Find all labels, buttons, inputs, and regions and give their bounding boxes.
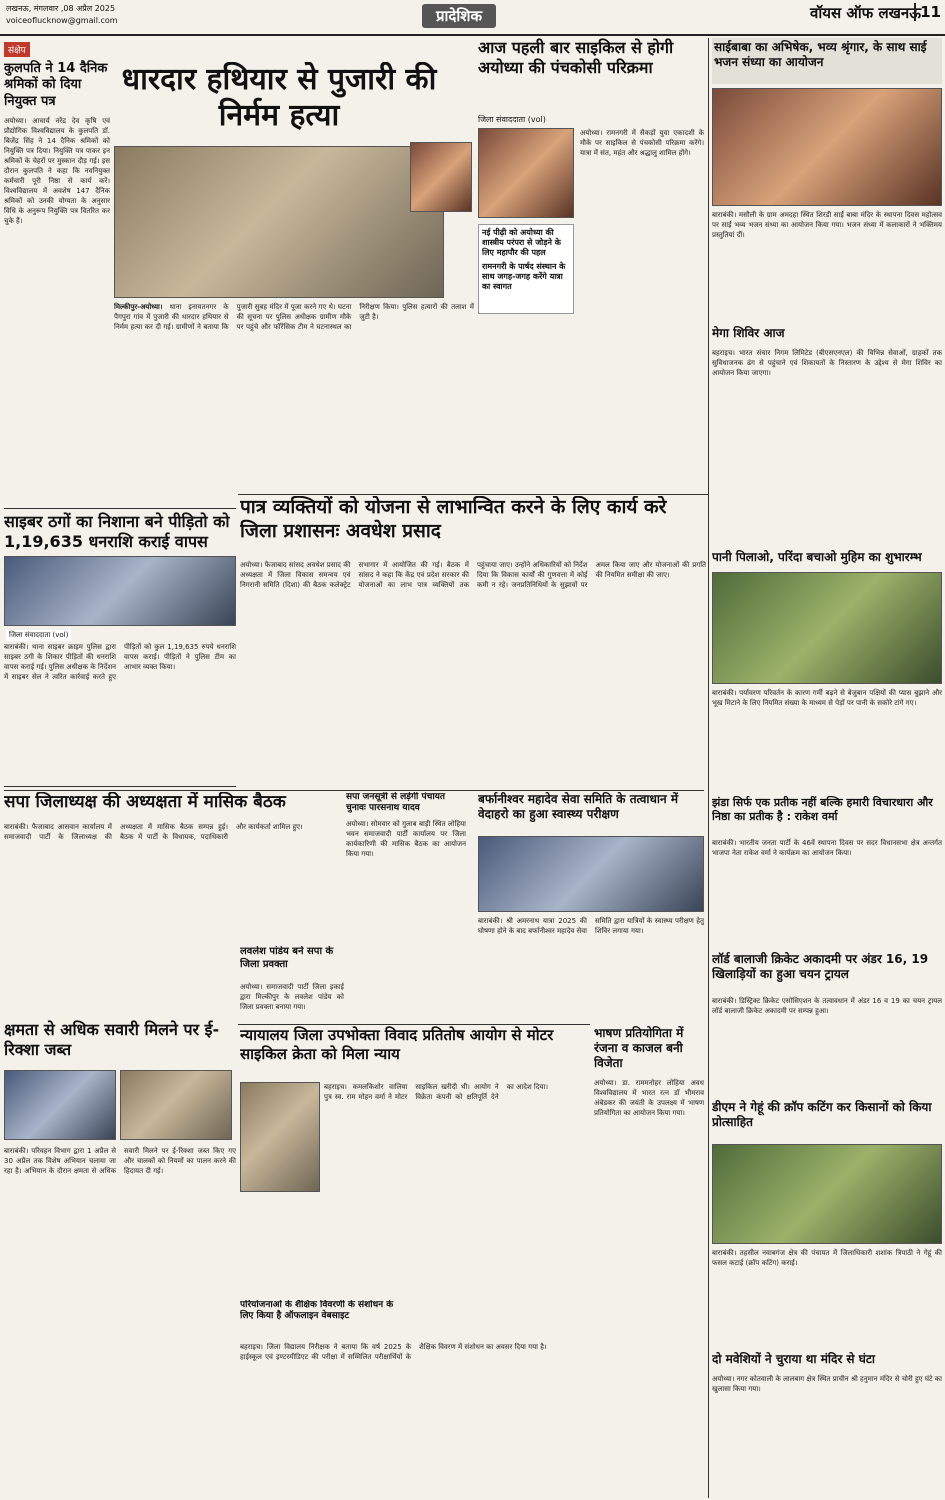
- brief-title-1: कुलपति ने 14 दैनिक श्रमिकों को दिया नियुक्त पत्र: [4, 61, 108, 109]
- erickshaw-headline: [4, 1020, 236, 1068]
- consumer-title: न्यायालय जिला उपभोक्ता विवाद प्रतितोष आयोग से मोटर साइकिल क्रेता को मिला न्याय: [240, 1026, 554, 1063]
- speech-title: भाषण प्रतियोगिता में रंजना व काजल बनी विजेता: [594, 1026, 684, 1070]
- divider: [708, 38, 709, 1498]
- cricket-headline: [712, 952, 942, 994]
- health-camp-title: बर्फानीश्वर महादेव सेवा समिति के तत्वाधान में वेदाहरो का हुआ स्वास्थ्य परीक्षण: [478, 792, 679, 821]
- saibaba-body: बाराबंकी। मसौली के ग्राम अमदहा स्थित शिरडी साईं बाबा मंदिर के स्थापना दिवस महोत्सव पर साईं भव्य भजन संध्या का आयोजन किया गया। भजन संध्या में कलाकारों ने भक्तिमय प्रस्तुतियां दीं।: [712, 211, 942, 239]
- health-camp-headline: [478, 792, 704, 832]
- highlight-1: नई पीढ़ी को अयोध्या की शास्त्रीय परंपरा से जोड़ने के लिए महापौर की पहल: [482, 228, 561, 257]
- saibaba-photo: [712, 88, 942, 206]
- flag-title: झंडा सिर्फ एक प्रतीक नहीं बल्कि हमारी विचारधारा और निष्ठा का प्रतीक है : राकेश वर्मा: [712, 796, 933, 823]
- exam-body: बहराइच। जिला विद्यालय निरीक्षक ने बताया कि वर्ष 2025 के हाईस्कूल एवं इण्टरमीडिएट की परीक्षा में सम्मिलित परीक्षार्थियों के शैक्षिक विवरण में संशोधन का अवसर दिया गया है।: [240, 1343, 547, 1361]
- temple-bell-body: अयोध्या। नगर कोतवाली के लालबाग क्षेत्र स्थित प्राचीन श्री हनुमान मंदिर से चोरी हुए घंटे का खुलासा किया गया।: [712, 1375, 942, 1393]
- cricket-body: बाराबंकी। डिस्ट्रिक्ट क्रिकेट एसोसिएशन के तत्वावधान में अंडर 16 व 19 का चयन ट्रायल लॉर्ड बालाजी क्रिकेट अकादमी पर सम्पन्न हुआ।: [712, 997, 942, 1015]
- cyber-caption: जिला संवाददाता (vol): [6, 630, 71, 641]
- brand-name: वॉयस ऑफ लखनऊ: [810, 4, 921, 22]
- brief-body-1: अयोध्या। आचार्य नरेंद्र देव कृषि एवं प्रौद्योगिक विश्वविद्यालय के कुलपति डॉ. बिजेंद्र सिंह ने 14 दैनिक श्रमिकों को नियुक्ति पत्र दिया। नियुक्ति पत्र पाकर इन श्रमिकों के चेहरों पर मुस्कान दौड़ गई। इस दौरान कुलपति ने कहा कि नवनियुक्त कर्मचारी पूरी निष्ठा से कार्य करें। विश्वविद्यालय में अवशेष 147 दैनिक श्रमिकों को उनकी योग्यता के अनुसार विधि के अनुरूप नियुक्ति पत्र वितरित कर चुके हैं।: [4, 116, 110, 225]
- erickshaw-photo-2: [120, 1070, 232, 1140]
- health-camp-body: बाराबंकी। श्री अमरनाथ यात्रा 2025 की घोषणा होने के बाद बर्फानीश्वर महादेव सेवा समिति द्वारा यात्रियों के स्वास्थ्य परीक्षण हेतु शिविर लगाया गया।: [478, 917, 704, 935]
- lead-headline: [114, 62, 444, 142]
- highlight-2: रामनगरी के पार्षद संस्थान के साथ जगह-जगह करेंगे यात्रा का स्वागत: [482, 262, 566, 291]
- exam-headline: [240, 1300, 400, 1340]
- header-meta: [6, 3, 118, 27]
- health-camp-photo: [478, 836, 704, 912]
- crop-cutting-title: डीएम ने गेहूं की क्रॉप कटिंग कर किसानों को किया प्रोत्साहित: [712, 1100, 932, 1129]
- victim-portrait: [410, 142, 472, 212]
- email: voiceoflucknow@gmail.com: [6, 16, 118, 25]
- cyber-headline: [4, 512, 236, 552]
- parikrama-highlights: [478, 224, 574, 314]
- sapa-title: सपा जिलाध्यक्ष की अध्यक्षता में मासिक बैठक: [4, 792, 286, 812]
- parikrama-body: अयोध्या। रामनगरी में सैकड़ों युवा एकादशी के मौके पर साइकिल से पंचकोसी परिक्रमा करेंगे। यात्रा में संत, महंत और श्रद्धालु शामिल होंगे।: [580, 129, 704, 157]
- cyber-body: बाराबंकी। थाना साइबर क्राइम पुलिस द्वारा साइबर ठगी के शिकार पीड़ितों की धनराशि वापस कराई गई। पुलिस अधीक्षक के निर्देशन में साइबर सेल ने त्वरित कार्रवाई करते हुए पीड़ितों को कुल 1,19,635 रुपये धनराशि वापस कराई। पीड़ितों ने पुलिस टीम का आभार व्यक्त किया।: [4, 643, 236, 681]
- date-line: लखनऊ, मंगलवार ,08 अप्रैल 2025: [6, 4, 116, 13]
- cricket-title: लॉर्ड बालाजी क्रिकेट अकादमी पर अंडर 16, 19 खिलाड़ियों का हुआ चयन ट्रायल: [712, 952, 929, 981]
- parikrama-photo: [478, 128, 574, 218]
- lead-title: धारदार हथियार से पुजारी की निर्मम हत्या: [121, 62, 437, 133]
- erickshaw-photo-1: [4, 1070, 116, 1140]
- sapa-body: बाराबंकी। फैजाबाद आसवान कार्यालय में समाजवादी पार्टी के जिलाध्यक्ष की अध्यक्षता में मासिक बैठक सम्पन्न हुई। बैठक में पार्टी के विधायक, पदाधिकारी और कार्यकर्ता शामिल हुए।: [4, 823, 303, 841]
- saibaba-headline: [712, 38, 942, 84]
- pandey-headline: [240, 946, 344, 980]
- mega-camp-body: बहराइच। भारत संचार निगम लिमिटेड (बीएसएनएल) की विभिन्न सेवाओं, ग्राहकों तक सुविधाजनक ढंग से पहुंचाने एवं शिकायतों के निस्तारण के उद्देश्य से मेगा शिविर का आयोजन किया जाएगा।: [712, 349, 942, 377]
- crop-cutting-photo: [712, 1144, 942, 1244]
- divider: [238, 1024, 590, 1025]
- mega-camp-headline: [712, 326, 942, 346]
- speech-body: अयोध्या। डा. राममनोहर लोहिया अवध विश्वविद्यालय में भारत रत्न डॉ भीमराव अंबेडकर की जयंती के उपलक्ष्य में भाषण प्रतियोगिता का आयोजन किया गया।: [594, 1079, 704, 1117]
- parikrama-headline: [478, 38, 704, 110]
- disha-title: पात्र व्यक्तियों को योजना से लाभान्वित करने के लिए कार्य करे जिला प्रशासनः अवधेश प्रसाद: [240, 496, 667, 542]
- flag-body: बाराबंकी। भारतीय जनता पार्टी के 46वें स्थापना दिवस पर सदर विधानसभा क्षेत्र अन्तर्गत भाजपा नेता राकेश वर्मा ने कार्यक्रम का आयोजन किया।: [712, 839, 942, 857]
- mega-camp-title: मेगा शिविर आज: [712, 326, 785, 340]
- disha-headline: [240, 496, 706, 556]
- crop-cutting-headline: [712, 1100, 942, 1142]
- brief-tag: संक्षेप: [4, 42, 30, 57]
- page-number: 11: [914, 3, 941, 21]
- lead-byline: मिल्कीपुर-अयोध्या।: [114, 303, 163, 311]
- divider: [238, 494, 708, 495]
- cyber-title: साइबर ठगों का निशाना बने पीड़ितो को 1,19,635 धनराशि कराई वापस: [4, 512, 230, 551]
- temple-bell-headline: [712, 1352, 942, 1372]
- divider: [4, 790, 704, 791]
- brief-column: [4, 38, 110, 506]
- flag-headline: [712, 796, 942, 836]
- sapa-headline: [4, 792, 344, 818]
- temple-bell-title: दो मवेशियों ने चुराया था मंदिर से घंटा: [712, 1352, 875, 1366]
- lead-body: [114, 302, 474, 442]
- consumer-body: बहराइच। कमलकिशोर वालिया पुत्र स्व. राम मोहन वर्मा ने मोटर साइकिल खरीदी थी। आयोग ने विक्रेता कंपनी को क्षतिपूर्ति देने का आदेश दिया।: [324, 1083, 548, 1101]
- water-birds-headline: [712, 550, 942, 570]
- erickshaw-title: क्षमता से अधिक सवारी मिलने पर ई- रिक्शा जब्त: [4, 1020, 220, 1059]
- consumer-headline: [240, 1026, 590, 1078]
- saibaba-title: साईबाबा का अभिषेक, भव्य श्रृंगार, के साथ साई भजन संध्या का आयोजन: [714, 40, 927, 69]
- sapa-side-title: सपा जनसूत्री से लड़ेगी पंचायत चुनावः पारसनाथ यादव: [346, 792, 446, 814]
- speech-headline: [594, 1026, 704, 1074]
- lead-photo: [114, 146, 444, 298]
- divider: [4, 786, 236, 787]
- water-birds-body: बाराबंकी। पर्यावरण परिवर्तन के कारण गर्मी बढ़ने से बेजुबान पक्षियों की प्यास बुझाने और भूख मिटाने के लिए नियमित संख्या के माध्यम से पेड़ों पर पानी के सकोरे टांगे गए।: [712, 689, 942, 707]
- sapa-side-story: [346, 792, 466, 1022]
- pandey-body: अयोध्या। समाजवादी पार्टी जिला इकाई द्वारा मिल्कीपुर के लवलेश पांडेय को जिला प्रवक्ता बनाया गया।: [240, 983, 344, 1011]
- exam-title: परियोजनाओं के शैक्षिक विवरणी के संशोधन के लिए किया है ऑफलाइन वेबसाइट: [240, 1300, 394, 1322]
- consumer-photo: [240, 1082, 320, 1192]
- divider: [4, 508, 236, 509]
- section-label: प्रादेशिक: [422, 4, 496, 28]
- crop-cutting-body: बाराबंकी। तहसील नवाबगंज क्षेत्र की पंचायत में जिलाधिकारी शशांक त्रिपाठी ने गेहूं की फसल कटाई (क्रॉप कटिंग) कराई।: [712, 1249, 942, 1267]
- sapa-side-body: अयोध्या। सोमवार को गुलाब बाड़ी स्थित लोहिया भवन समाजवादी पार्टी कार्यालय पर जिला कार्यकारिणी की मासिक बैठक का आयोजन किया गया।: [346, 819, 466, 858]
- parikrama-byline: जिला संवाददाता (vol): [478, 115, 546, 124]
- water-birds-photo: [712, 572, 942, 684]
- page-header: [0, 0, 945, 36]
- disha-body: अयोध्या। फैजाबाद सांसद अवधेश प्रसाद की अध्यक्षता में जिला विकास समन्वय एवं निगरानी समिति (दिशा) की बैठक कलेक्ट्रेट सभागार में आयोजित की गई। बैठक में सांसद ने कहा कि केंद्र एवं प्रदेश सरकार की योजनाओं का लाभ पात्र व्यक्तियों तक पहुंचाया जाए। उन्होंने अधिकारियों को निर्देश दिया कि विकास कार्यों की गुणवत्ता में कोई कमी न रहे। जनप्रतिनिधियों के सुझावों पर अमल किया जाए और योजनाओं की प्रगति की नियमित समीक्षा की जाए।: [240, 561, 706, 589]
- lead-text: थाना इनायतनगर के पैगपुरा गांव में पुजारी की धारदार हथियार से निर्मम हत्या कर दी गई। ग्रामीणों ने बताया कि पुजारी सुबह मंदिर में पूजा करने गए थे। घटना की सूचना पर पुलिस अधीक्षक ग्रामीण मौके पर पहुंचे और फॉरेंसिक टीम ने घटनास्थल का निरीक्षण किया। पुलिस हत्यारों की तलाश में जुटी है।: [114, 303, 474, 331]
- water-birds-title: पानी पिलाओ, परिंदा बचाओ मुहिम का शुभारम्भ: [712, 550, 922, 564]
- parikrama-title: आज पहली बार साइकिल से होगी अयोध्या की पंचकोसी परिक्रमा: [478, 38, 674, 77]
- pandey-title: लवलेश पांडेय बने सपा के जिला प्रवक्ता: [240, 946, 334, 970]
- erickshaw-body: बाराबंकी। परिवहन विभाग द्वारा 1 अप्रैल से 30 अप्रैल तक विशेष अभियान चलाया जा रहा है। अभियान के दौरान क्षमता से अधिक सवारी मिलने पर ई-रिक्शा जब्त किए गए और चालकों को नियमों का पालन करने की हिदायत दी गई।: [4, 1147, 236, 1175]
- cyber-photo: [4, 556, 236, 626]
